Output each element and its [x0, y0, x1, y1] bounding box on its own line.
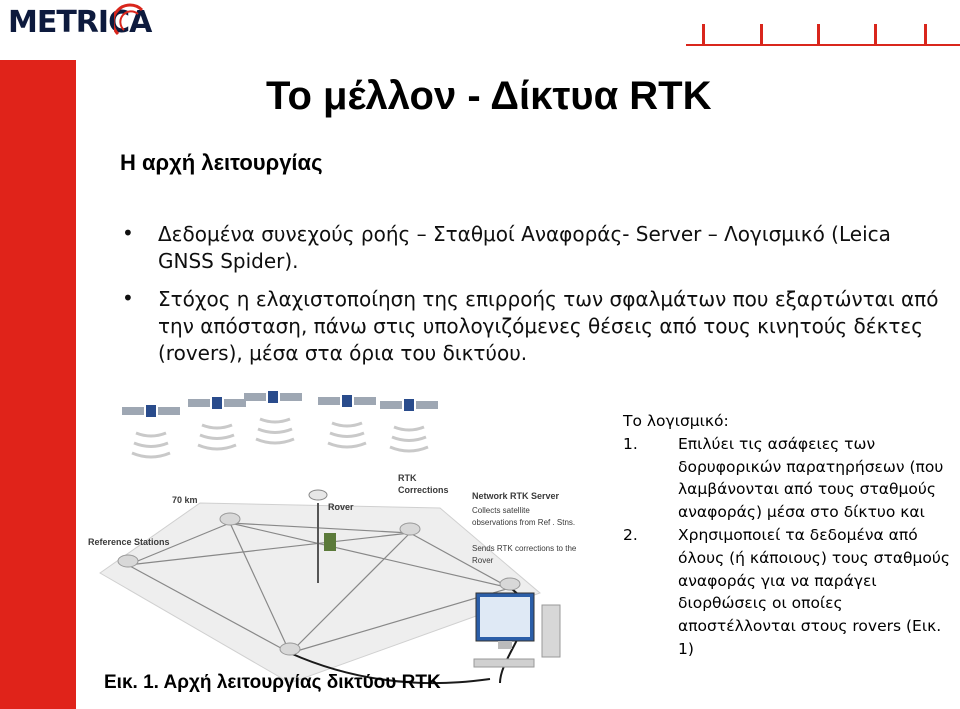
- collects-label-2: observations from Ref . Stns.: [472, 518, 576, 527]
- rtk-network-diagram: [80, 383, 610, 705]
- satellite-icon: [188, 397, 246, 409]
- header-rule: [686, 44, 960, 46]
- sends-label: Sends RTK corrections to the: [472, 544, 577, 553]
- header-tick: [924, 24, 927, 46]
- figure-caption: Εικ. 1. Αρχή λειτουργίας δικτύου RTK: [104, 672, 441, 693]
- software-heading: Το λογισμικό:: [623, 412, 729, 430]
- metrica-logo: METRICA: [8, 5, 152, 40]
- bullet-item: [120, 221, 940, 275]
- satellite-icon: [244, 391, 302, 403]
- bullet-dot-icon: •: [122, 221, 134, 245]
- distance-label: 70 km: [172, 495, 198, 505]
- signal-waves: [132, 419, 428, 457]
- satellite-icon: [380, 399, 438, 411]
- software-list: [623, 433, 958, 661]
- bullet-list: [120, 221, 940, 378]
- bullet-dot-icon: •: [122, 286, 134, 310]
- red-side-bar: [0, 60, 76, 709]
- rtk-label: RTK: [398, 473, 417, 483]
- satellite-icon: [122, 405, 180, 417]
- rover-label: Rover: [328, 502, 354, 512]
- software-description: [623, 410, 958, 661]
- bullet-text: Δεδομένα συνεχούς ροής – Σταθμοί Αναφοράς- Server – Λογισμικό (Leica GNSS Spider).: [158, 222, 891, 273]
- slide-subtitle: Η αρχή λειτουργίας: [120, 150, 323, 175]
- header-tick: [817, 24, 820, 46]
- list-number: 1.: [623, 434, 638, 453]
- network-server-label: Network RTK Server: [472, 491, 560, 501]
- list-text: Επιλύει τις ασάφειες των δορυφορικών παρατηρήσεων (που λαμβάνονται από τους σταθμούς αναφοράς) μέσα στο δίκτυο και: [678, 434, 944, 522]
- header-tick: [760, 24, 763, 46]
- list-number: 2.: [623, 525, 638, 544]
- slide-title: Το μέλλον - Δίκτυα RTK: [266, 74, 712, 118]
- list-item: [623, 524, 958, 661]
- header-tick: [874, 24, 877, 46]
- corrections-label: Corrections: [398, 485, 449, 495]
- logo-swoosh-icon: [114, 0, 148, 40]
- header-tick: [702, 24, 705, 46]
- computer-icon: [474, 593, 560, 667]
- satellite-icon: [318, 395, 376, 407]
- collects-label: Collects satellite: [472, 506, 530, 515]
- sends-label-2: Rover: [472, 556, 494, 565]
- list-item: [623, 433, 958, 524]
- bullet-item: [120, 286, 940, 367]
- list-text: Χρησιμοποιεί τα δεδομένα από όλους (ή κάποιους) τους σταθμούς αναφοράς για να παράγει διορθώσεις οι οποίες αποστέλλονται στους rovers (Εικ. 1): [678, 525, 950, 658]
- reference-stations-label: Reference Stations: [88, 537, 170, 547]
- bullet-text: Στόχος η ελαχιστοποίηση της επιρροής των σφαλμάτων που εξαρτώνται από την απόσταση, πάνω στις υπολογιζόμενες θέσεις από τους κινητούς δέκτες (rovers), μέσα στα όρια του δικτύου.: [158, 287, 939, 365]
